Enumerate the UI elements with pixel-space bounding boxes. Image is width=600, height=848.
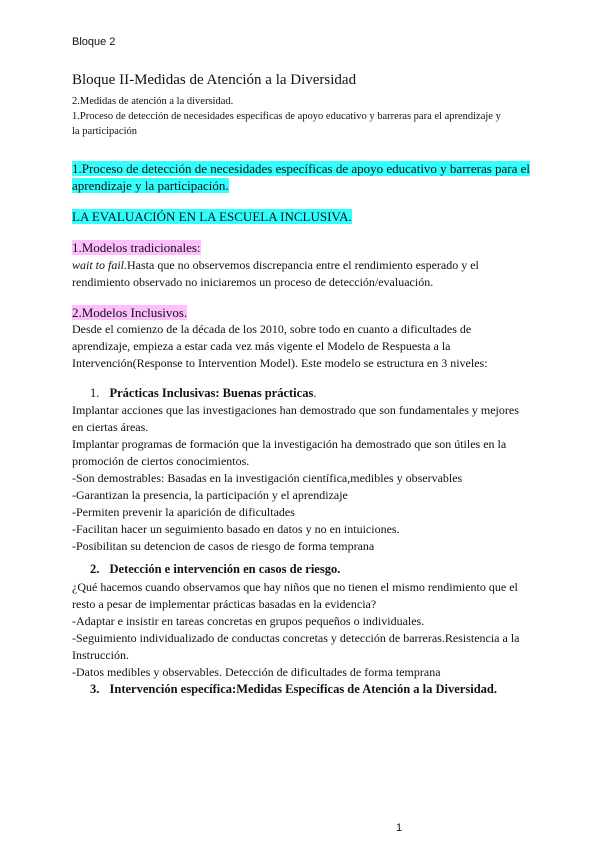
inclusive-models-heading	[72, 305, 187, 321]
evaluation-heading-text: LA EVALUACIÓN EN LA ESCUELA INCLUSIVA.	[72, 209, 352, 224]
inclusive-models-p2: aprendizaje, empieza a estar cada vez más vigente el Modelo de Respuesta a la	[72, 339, 451, 353]
section-heading-1	[72, 161, 530, 177]
section-heading-1-line-1: 1.Proceso de detección de necesidades específicas de apoyo educativo y barreras para el	[72, 161, 531, 176]
level-1-line-6: -Permiten prevenir la aparición de dificultades	[72, 505, 295, 519]
level-1-line-7: -Facilitan hacer un seguimiento basado en datos y no en intuiciones.	[72, 522, 400, 536]
level-1-line-2: Implantar programas de formación que la investigación ha demostrado que son útiles en la	[72, 437, 507, 451]
level-1-title: Prácticas Inclusivas: Buenas prácticas	[109, 386, 314, 400]
traditional-models-text-1: Hasta que no observemos discrepancia entre el rendimiento esperado y el	[127, 258, 479, 272]
level-1-number: 1.	[90, 386, 100, 400]
toc-line-1: 2.Medidas de atención a la diversidad.	[72, 96, 234, 107]
level-2-number: 2.	[90, 562, 100, 576]
level-1-line-1: en ciertas áreas.	[72, 420, 149, 434]
level-1-line-0: Implantar acciones que las investigaciones han demostrado que son fundamentales y mejores	[72, 403, 519, 417]
level-2-line-1: resto a pesar de implementar prácticas basadas en la evidencia?	[72, 597, 377, 611]
level-2-title: Detección e intervención en casos de riesgo.	[109, 562, 341, 576]
traditional-models-line-2: rendimiento observado no iniciaremos un proceso de detección/evaluación.	[72, 275, 434, 289]
level-3-number: 3.	[90, 682, 100, 696]
level-1-line-8: -Posibilitan su detencion de casos de riesgo de forma temprana	[72, 539, 375, 553]
level-2-line-3: -Seguimiento individualizado de conductas concretas y detección de barreras.Resistencia a la	[72, 631, 520, 645]
inclusive-models-heading-text: 2.Modelos Inclusivos.	[72, 305, 188, 320]
level-3-title: Intervención específica:Medidas Específicas de Atención a la Diversidad.	[109, 682, 497, 696]
inclusive-models-p3: Intervención(Response to Intervention Model). Este modelo se estructura en 3 niveles:	[72, 356, 488, 370]
level-2-line-0: ¿Qué hacemos cuando observamos que hay niños que no tienen el mismo rendimiento que el	[72, 580, 518, 594]
toc-line-2: 1.Proceso de detección de necesidades específicas de apoyo educativo y barreras para el aprendizaje y	[72, 111, 501, 122]
section-heading-1-line-2: aprendizaje y la participación.	[72, 178, 229, 193]
level-1-title-period: .	[313, 386, 317, 400]
traditional-models-heading	[72, 240, 201, 256]
traditional-models-heading-text: 1.Modelos tradicionales:	[72, 240, 201, 255]
page-number: 1	[396, 822, 403, 834]
inclusive-models-p1: Desde el comienzo de la década de los 2010, sobre todo en cuanto a dificultades de	[72, 322, 472, 336]
level-2-heading	[90, 562, 340, 577]
traditional-models-line-1	[72, 258, 479, 273]
page-title: Bloque II-Medidas de Atención a la Diversidad	[72, 72, 357, 88]
level-1-line-5: -Garantizan la presencia, la participación y el aprendizaje	[72, 488, 348, 502]
level-2-line-4: Instrucción.	[72, 648, 129, 662]
level-1-heading	[90, 386, 316, 401]
wait-to-fail-term: wait to fail.	[72, 258, 128, 272]
level-1-line-4: -Son demostrables: Basadas en la investigación científica,medibles y observables	[72, 471, 463, 485]
level-3-heading	[90, 682, 497, 697]
section-heading-1-cont	[72, 178, 229, 194]
evaluation-heading	[72, 209, 352, 225]
level-2-line-5: -Datos medibles y observables. Detección de dificultades de forma temprana	[72, 665, 441, 679]
running-header: Bloque 2	[72, 36, 116, 48]
level-1-line-3: promoción de ciertos conocimientos.	[72, 454, 250, 468]
toc-line-3: la participación	[72, 126, 138, 137]
level-2-line-2: -Adaptar e insistir en tareas concretas en grupos pequeños o individuales.	[72, 614, 425, 628]
